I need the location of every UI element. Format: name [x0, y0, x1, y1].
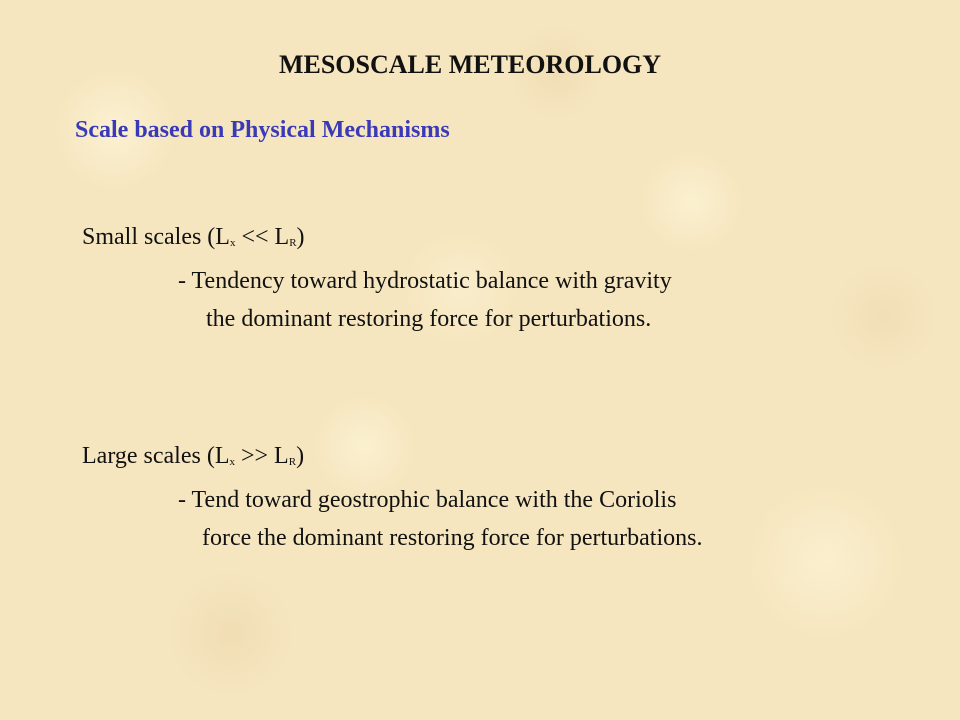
small-scales-heading-prefix: Small scales (L [82, 224, 230, 250]
slide-title: MESOSCALE METEOROLOGY [278, 50, 662, 79]
slide-subtitle: Scale based on Physical Mechanisms [75, 117, 450, 143]
small-scales-heading-suffix: ) [296, 224, 305, 250]
relation-much-less: << L [235, 224, 290, 250]
subscript-x: x [229, 456, 235, 468]
subscript-r: R [288, 456, 297, 468]
small-scales-line-2: the dominant restoring force for perturbations. [206, 306, 652, 332]
subscript-r: R [289, 237, 297, 249]
subscript-x: x [229, 237, 236, 249]
large-scales-section [82, 437, 702, 557]
large-scales-line-1: - Tend toward geostrophic balance with the Coriolis [178, 487, 677, 513]
large-scales-heading [82, 437, 702, 481]
large-scales-heading-prefix: Large scales (L [82, 443, 230, 469]
large-scales-line-2: force the dominant restoring force for perturbations. [202, 525, 703, 551]
relation-much-greater: >> L [234, 443, 289, 469]
large-scales-heading-suffix: ) [296, 443, 305, 469]
small-scales-heading [82, 218, 672, 262]
small-scales-section [82, 218, 672, 338]
small-scales-line-1: - Tendency toward hydrostatic balance with gravity [178, 268, 672, 294]
